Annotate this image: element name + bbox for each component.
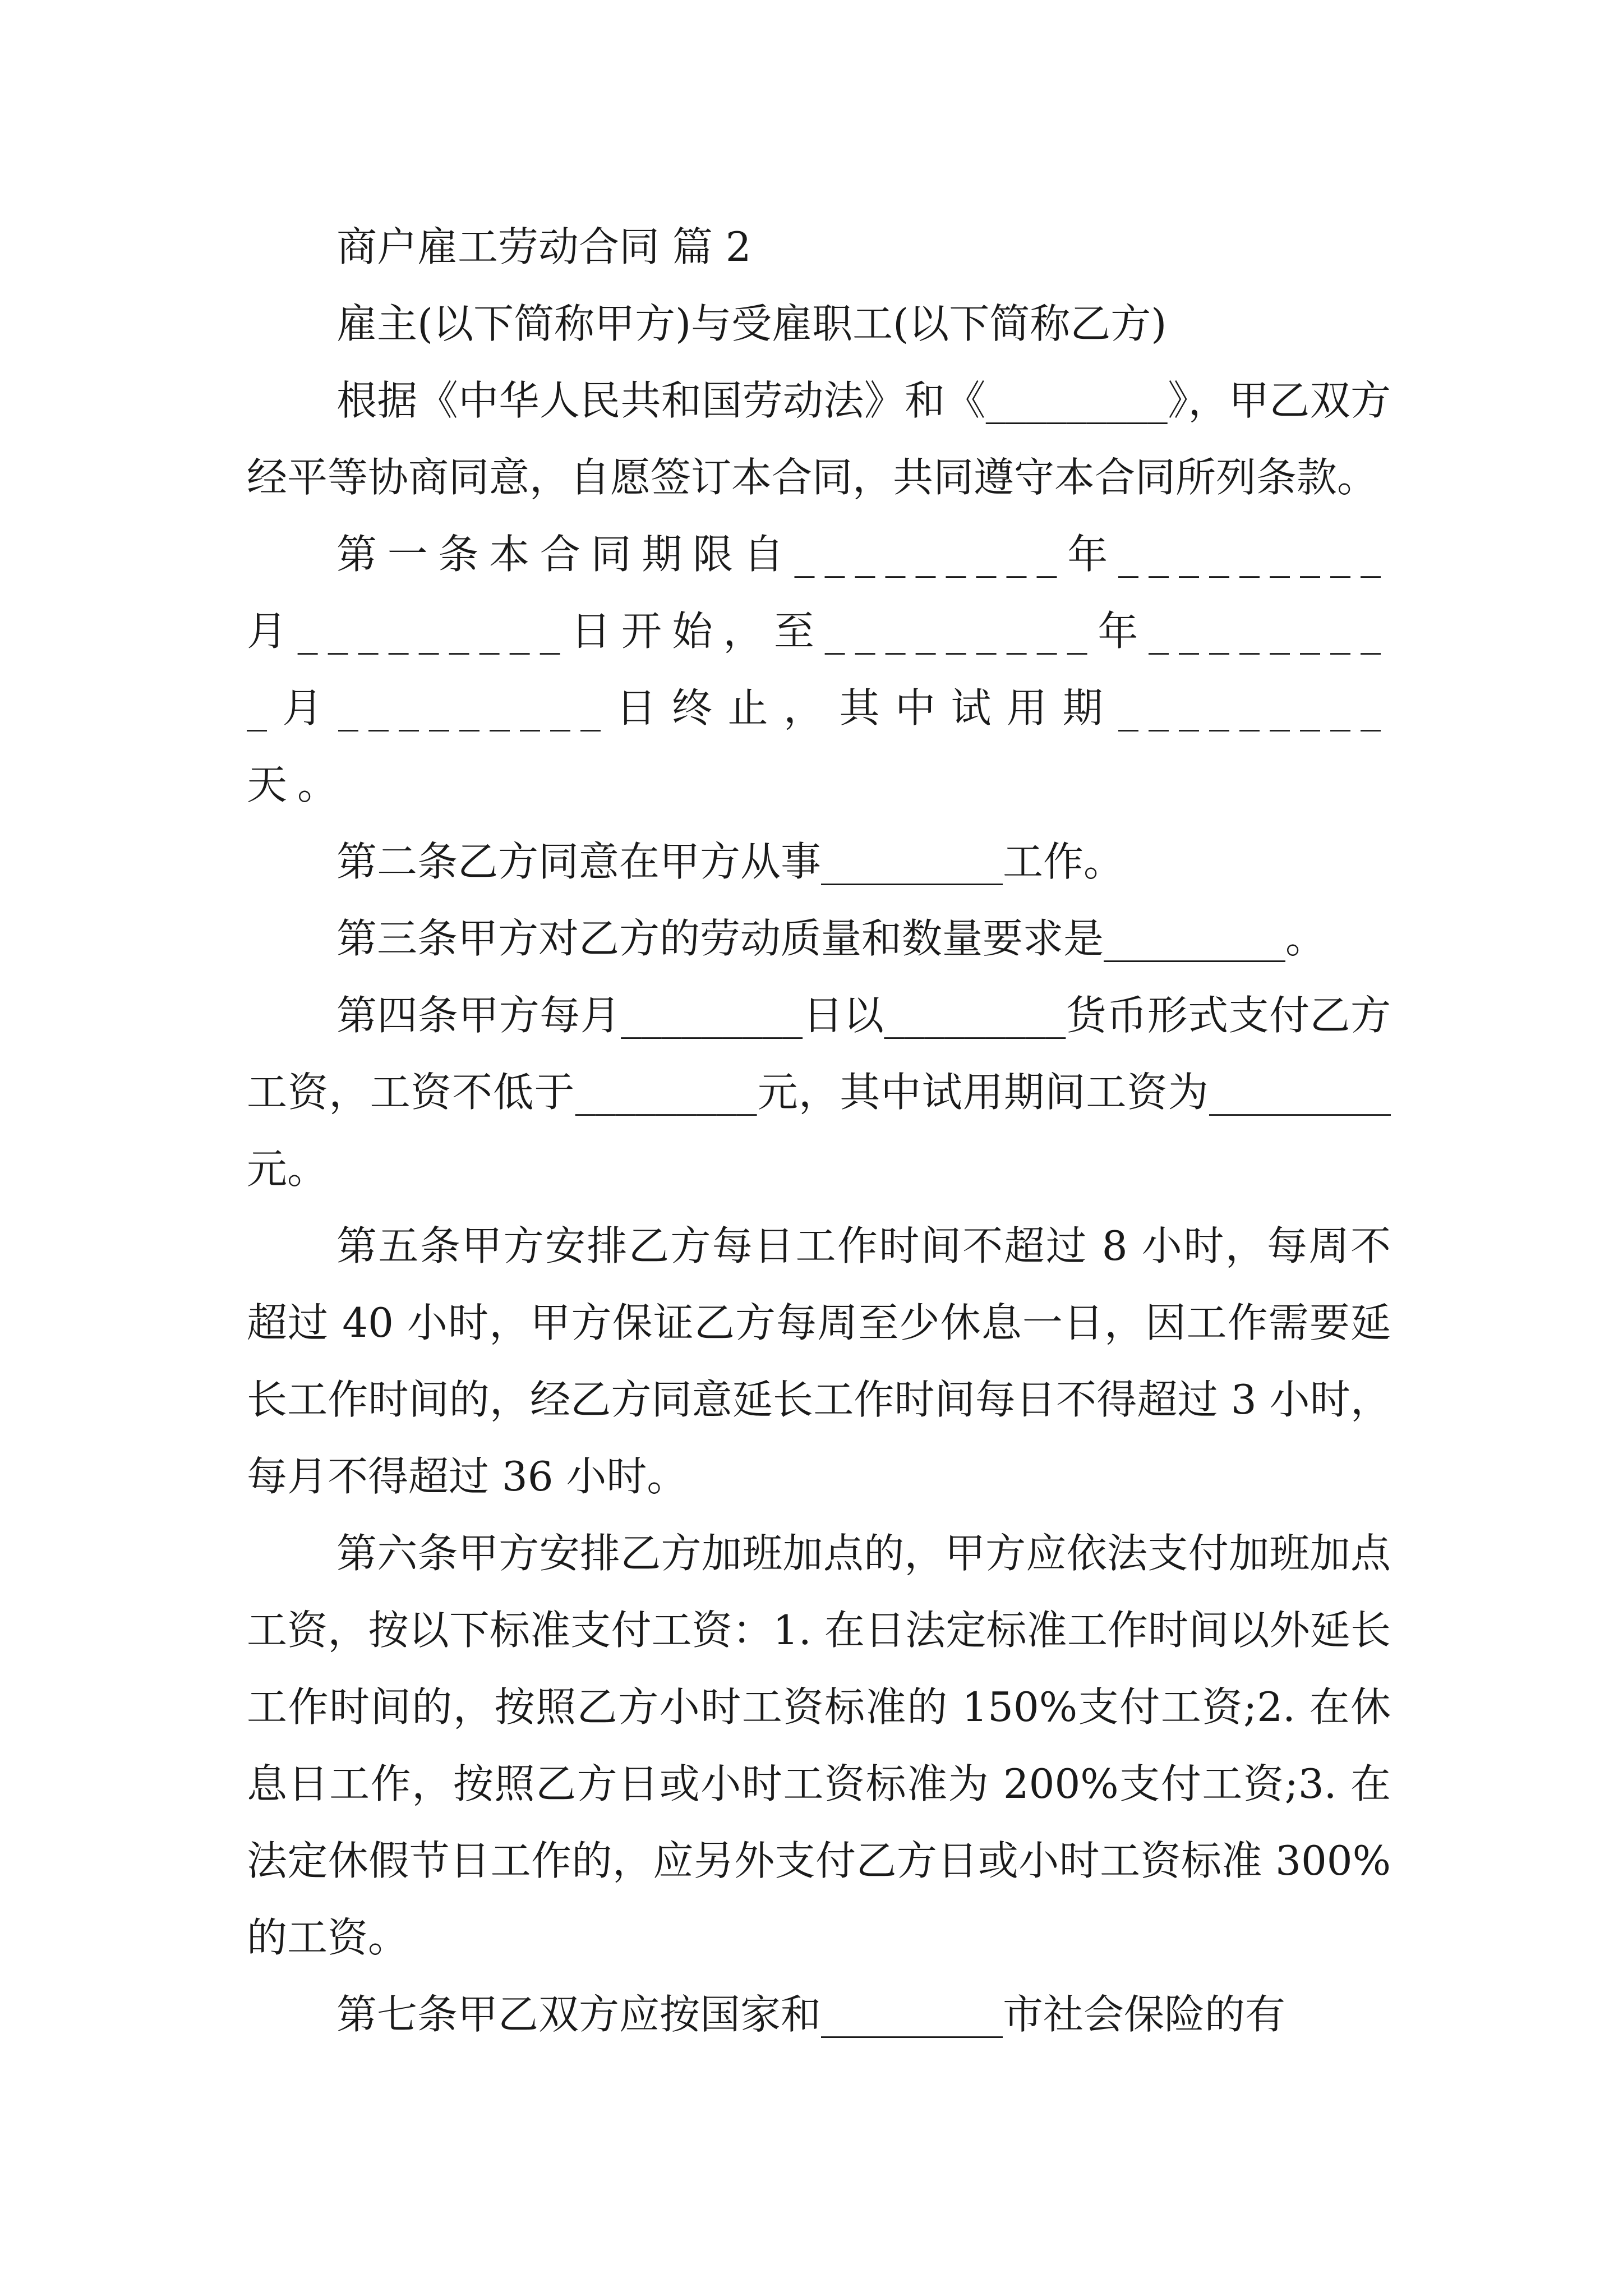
paragraph-article-4: 第四条甲方每月_________日以_________货币形式支付乙方工资，工资不低于_________元，其中试用期间工资为_________元。 xyxy=(247,992,1391,1193)
document-title: 商户雇工劳动合同 篇 2 xyxy=(336,223,751,270)
paragraph-parties: 雇主(以下简称甲方)与受雇职工(以下简称乙方) xyxy=(336,300,1167,347)
paragraph-article-7: 第七条甲乙双方应按国家和_________市社会保险的有 xyxy=(336,1991,1286,2038)
paragraph-article-1: 第一条本合同期限自_________年_________月_________日开始，至_________年_________月_________日终止，其中试用期_________天。 xyxy=(247,531,1391,808)
paragraph-article-3: 第三条甲方对乙方的劳动质量和数量要求是_________。 xyxy=(336,915,1326,962)
paragraph-preamble: 根据《中华人民共和国劳动法》和《_________》，甲乙双方经平等协商同意，自愿签订本合同，共同遵守本合同所列条款。 xyxy=(247,377,1391,501)
paragraph-article-6: 第六条甲方安排乙方加班加点的，甲方应依法支付加班加点工资，按以下标准支付工资：1. 在日法定标准工作时间以外延长工作时间的，按照乙方小时工资标准的 150%支付工资;2. 在休息日工作，按照乙方日或小时工资标准为 200%支付工资;3. 在法定休假节日工作的，应另外支付乙方日或小时工资标准 300%的工资。 xyxy=(247,1530,1391,1961)
document-body xyxy=(247,209,1391,2053)
paragraph-article-5: 第五条甲方安排乙方每日工作时间不超过 8 小时，每周不超过 40 小时，甲方保证乙方每周至少休息一日，因工作需要延长工作时间的，经乙方同意延长工作时间每日不得超过 3 小时，每月不得超过 36 小时。 xyxy=(247,1222,1391,1500)
paragraph-article-2: 第二条乙方同意在甲方从事_________工作。 xyxy=(336,838,1124,885)
